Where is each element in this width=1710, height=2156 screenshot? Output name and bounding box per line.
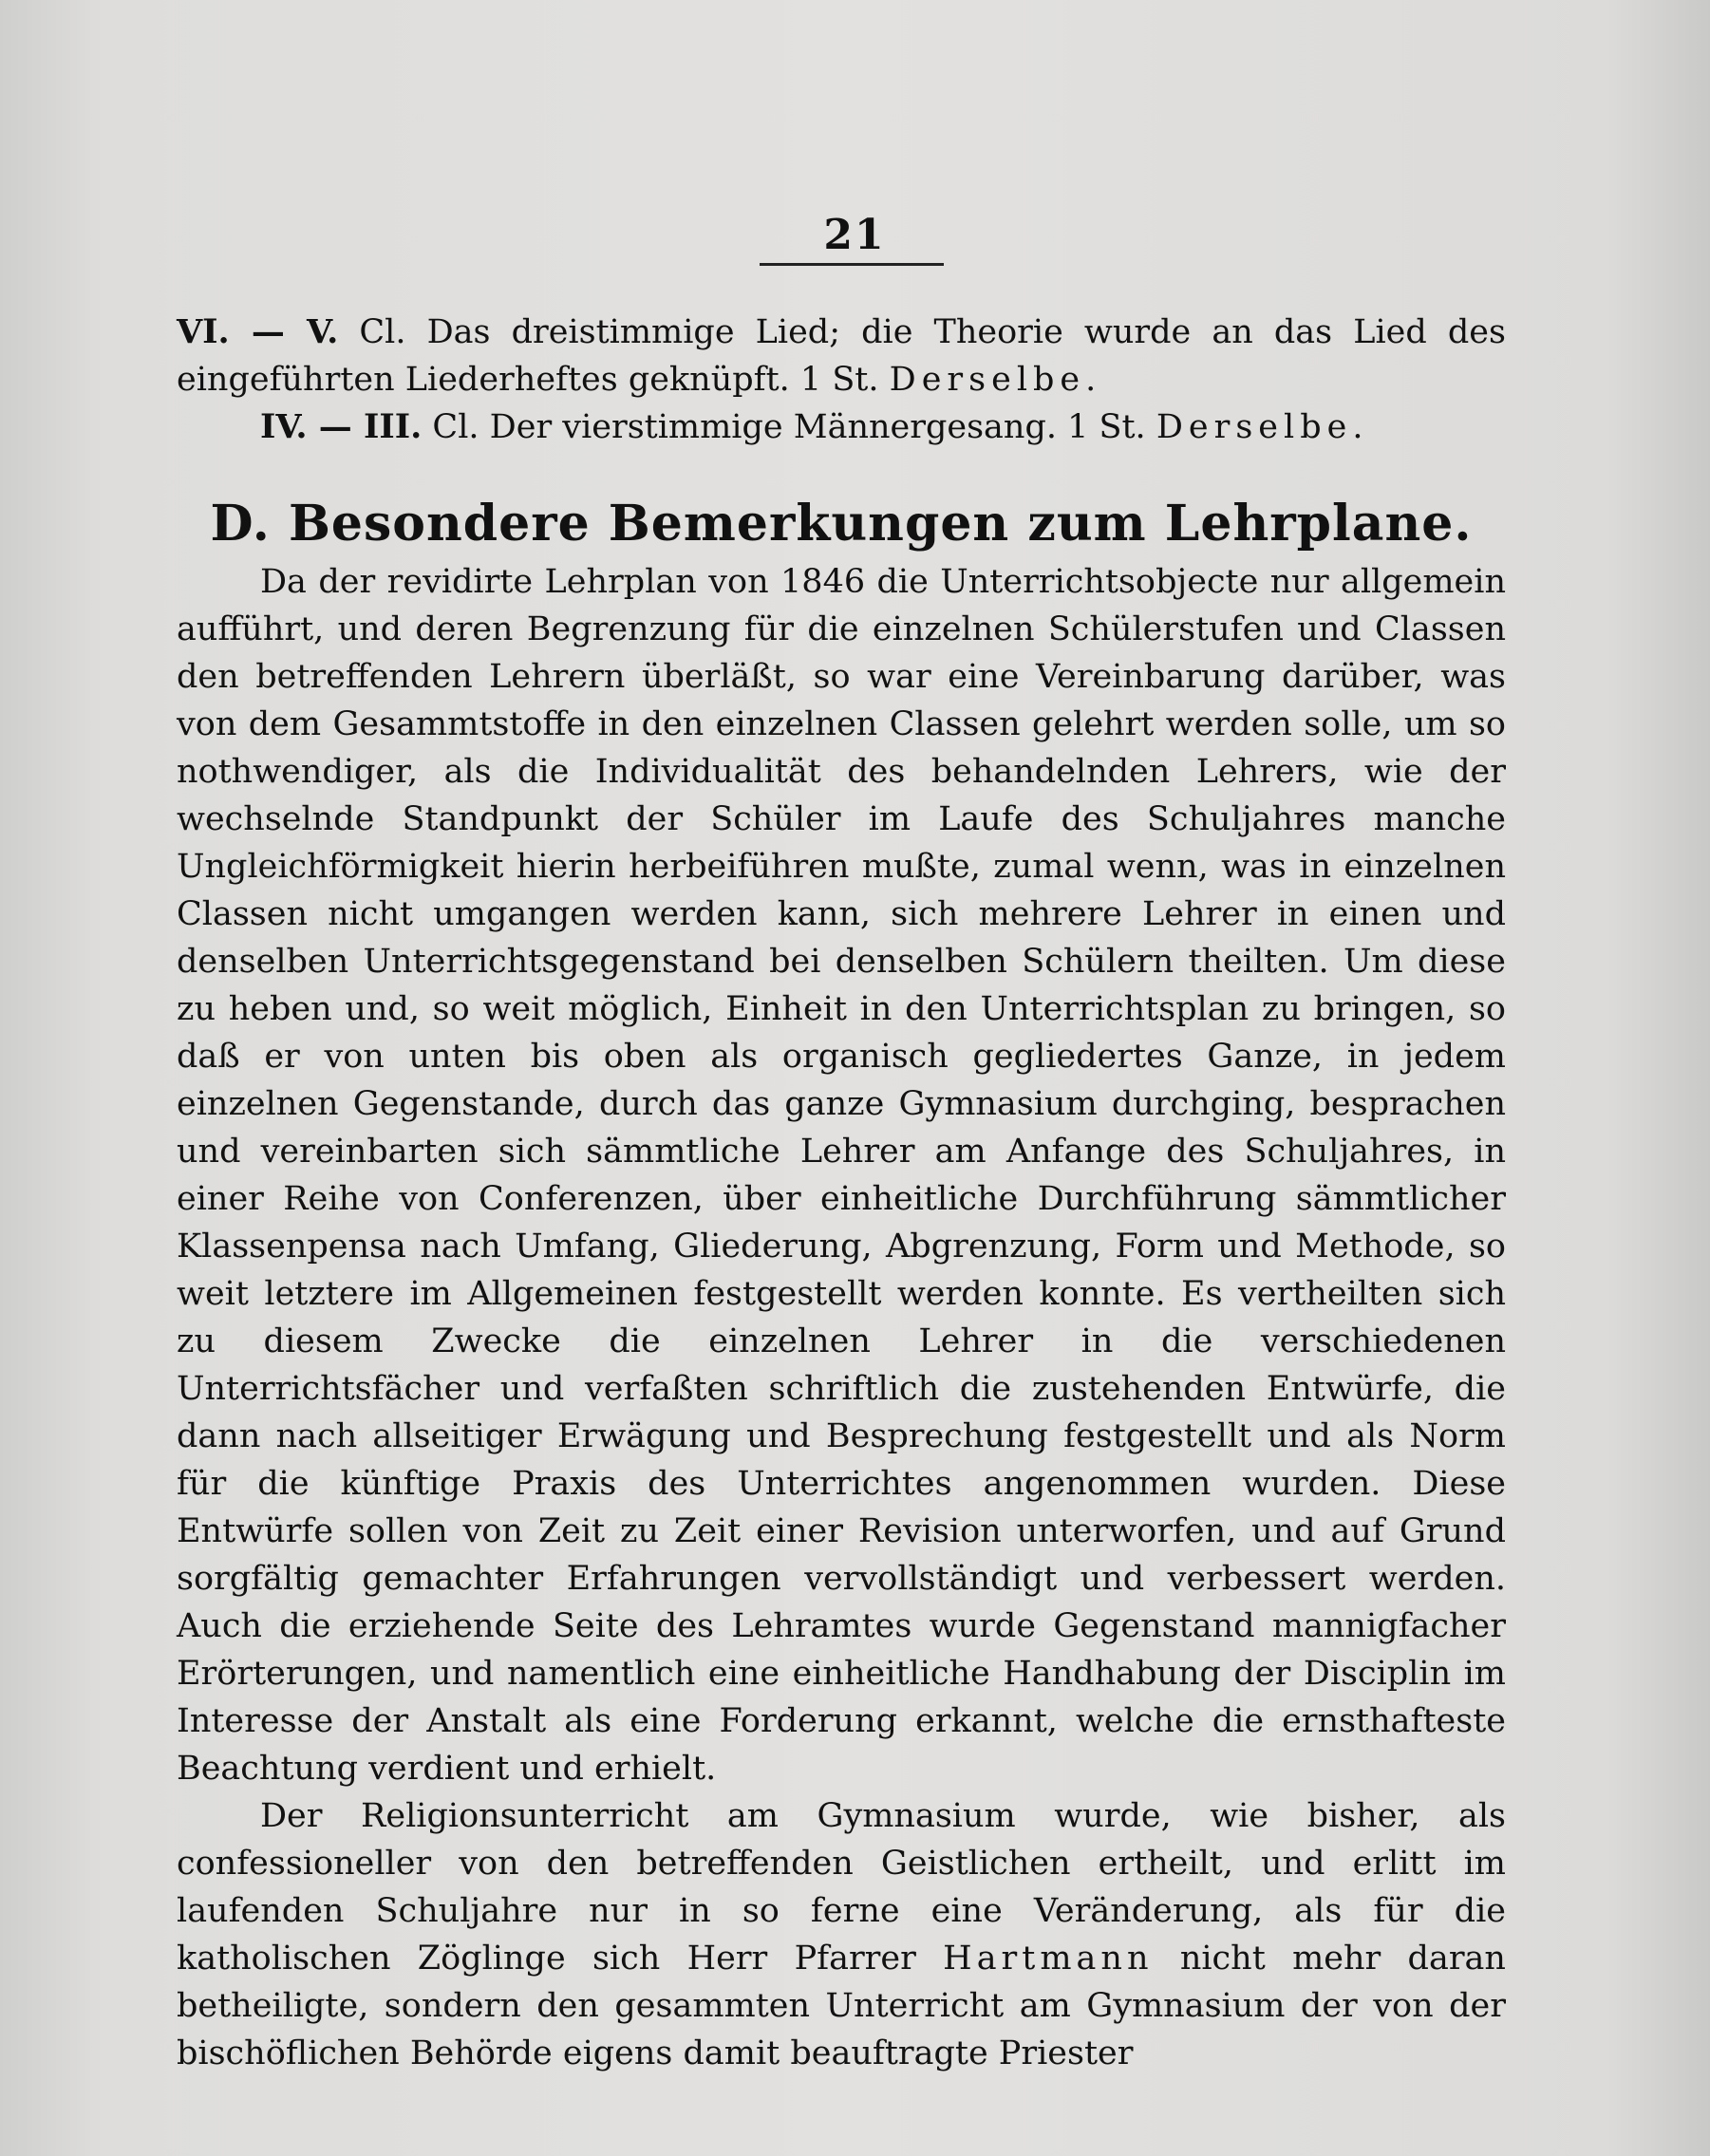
music-entry-iv-iii (177, 403, 1506, 451)
page-number: 21 (823, 211, 886, 259)
paragraph-text: nicht mehr daran betheiligte, sondern den gesammten Unterricht am Gymnasium der von der bischöflichen Behörde eigens damit beauftragte Priester (177, 1940, 1506, 2072)
paragraph-religious-instruction (177, 1792, 1506, 2077)
paragraph-text: Der Religionsunterricht am Gymnasium wurde, wie bisher, als confessioneller von den betreffenden Geistlichen ertheilt, und erlitt im laufenden Schuljahre nur in so ferne eine Veränderung, als für die katholischen Zöglinge sich Herr Pfarrer (177, 1797, 1506, 1978)
music-entry-text: Der vierstimmige Männergesang. 1 St. (489, 408, 1146, 446)
teacher-name: Derselbe. (1156, 408, 1369, 446)
section-heading: D. Besondere Bemerkungen zum Lehrplane. (210, 495, 1473, 553)
class-range: VI. — V. (177, 312, 339, 351)
teacher-name: Derselbe. (889, 361, 1102, 399)
class-abbreviation: Cl. (359, 313, 406, 351)
class-abbreviation: Cl. (432, 408, 479, 446)
music-entry-vi-v (177, 309, 1506, 403)
header-rule (760, 263, 944, 266)
body-text (177, 558, 1506, 2077)
class-range: IV. — III. (260, 407, 423, 446)
music-entry-text: Das dreistimmige Lied; die Theorie wurde an das Lied des eingeführten Liederheftes geknüpft. 1 St. (177, 313, 1506, 399)
person-name: Hartmann (943, 1940, 1154, 1978)
paragraph-curriculum-agreement: Da der revidirte Lehrplan von 1846 die Unterrichtsobjecte nur allgemein aufführt, und deren Begrenzung für die einzelnen Schülerstufen und Classen den betreffenden Lehrern überläßt, so war eine Vereinbarung darüber, was von dem Gesammtstoffe in den einzelnen Classen gelehrt werden solle, um so nothwendiger, als die Individualität des behandelnden Lehrers, wie der wechselnde Standpunkt der Schüler im Laufe des Schuljahres manche Ungleichförmigkeit hierin herbeiführen mußte, zumal wenn, was in einzelnen Classen nicht umgangen werden kann, sich mehrere Lehrer in einen und denselben Unterrichtsgegenstand bei denselben Schülern theilten. Um diese zu heben und, so weit möglich, Einheit in den Unterrichtsplan zu bringen, so daß er von unten bis oben als organisch gegliedertes Ganze, in jedem einzelnen Gegenstande, durch das ganze Gymnasium durchging, besprachen und vereinbarten sich sämmtliche Lehrer am Anfange des Schuljahres, in einer Reihe von Conferenzen, über einheitliche Durchführung sämmtlicher Klassenpensa nach Umfang, Gliederung, Abgrenzung, Form und Methode, so weit letztere im Allgemeinen festgestellt werden konnte. Es vertheilten sich zu diesem Zwecke die einzelnen Lehrer in die verschiedenen Unterrichtsfächer und verfaßten schriftlich die zustehenden Entwürfe, die dann nach allseitiger Erwägung und Besprechung festgestellt und als Norm für die künftige Praxis des Unterrichtes angenommen wurden. Diese Entwürfe sollen von Zeit zu Zeit einer Revision unterworfen, und auf Grund sorgfältig gemachter Erfahrungen vervollständigt und verbessert werden. Auch die erziehende Seite des Lehramtes wurde Gegenstand mannigfacher Erörterungen, und namentlich eine einheitliche Handhabung der Disciplin im Interesse der Anstalt als eine Forderung erkannt, welche die ernsthafteste Beachtung verdient und erhielt. (177, 563, 1506, 1788)
music-curriculum-entries (177, 309, 1506, 451)
